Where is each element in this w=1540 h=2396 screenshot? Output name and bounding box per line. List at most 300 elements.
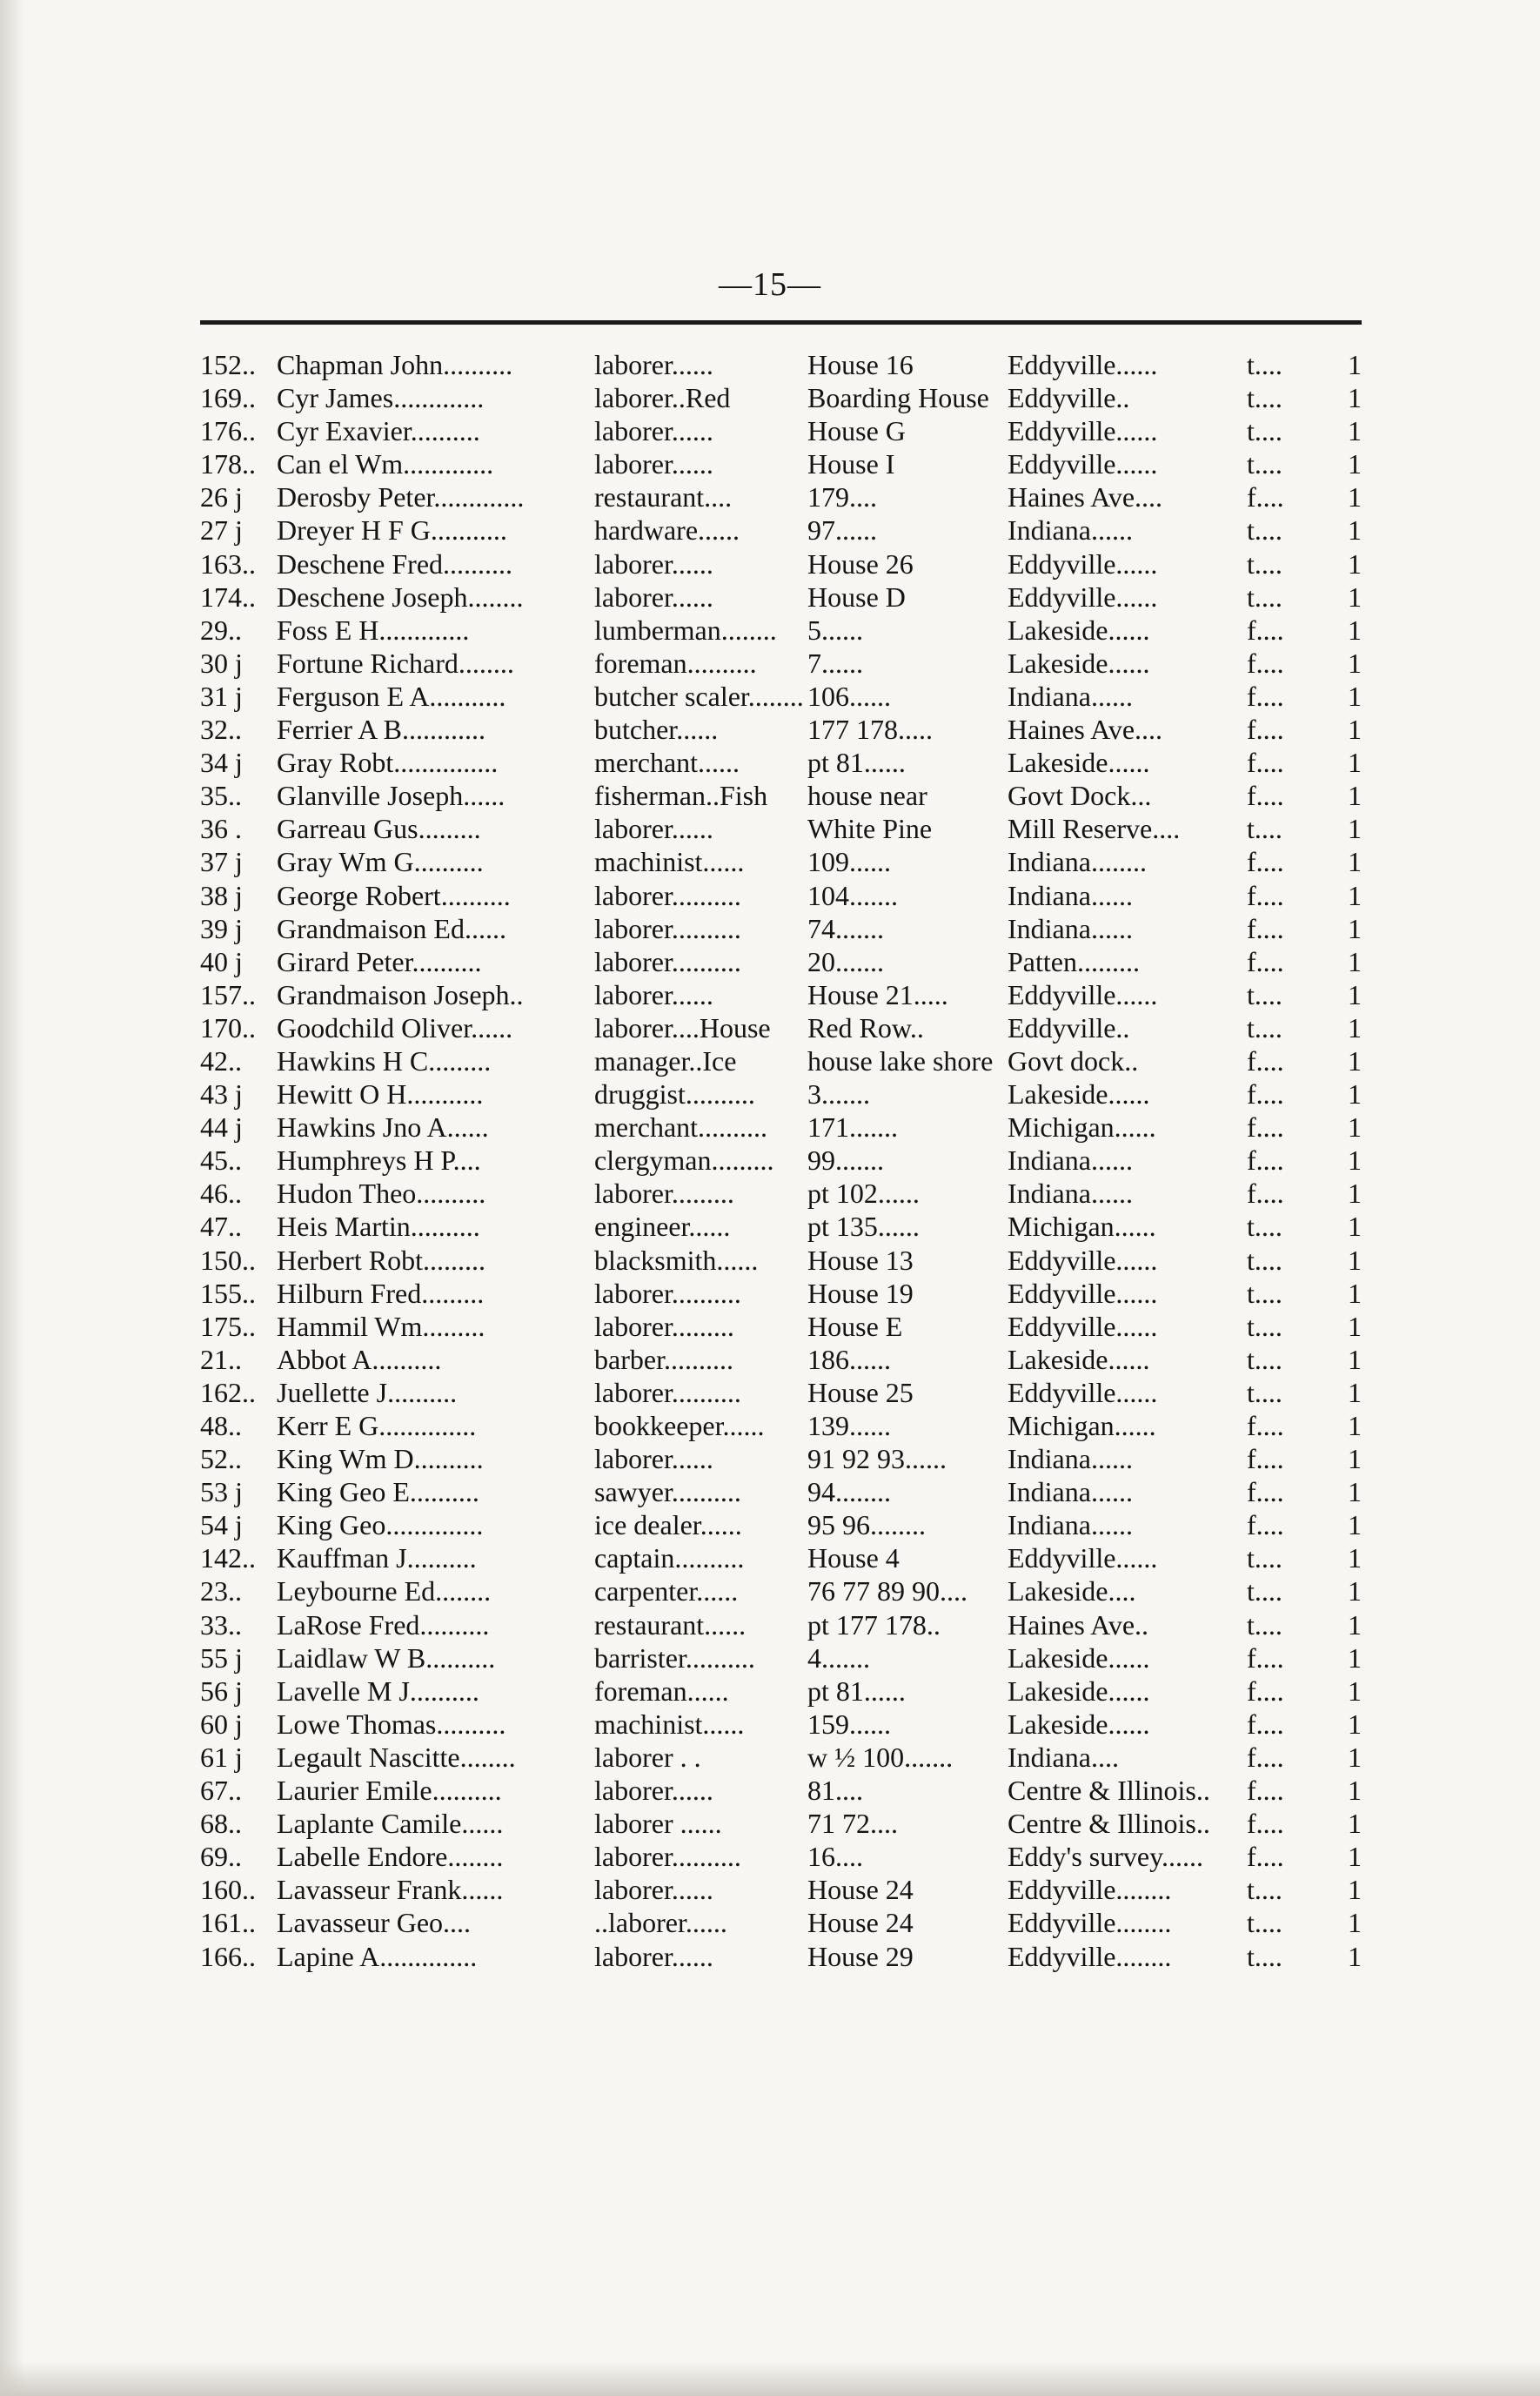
entry-number: 55 j [200, 1641, 243, 1674]
entry-address: House E [807, 1310, 903, 1342]
list-item [200, 1774, 1362, 1807]
entry-location: Eddyville...... [1008, 581, 1158, 613]
list-item [200, 1277, 1362, 1310]
entry-name: Heis Martin.......... [277, 1211, 480, 1243]
entry-occupation: laborer ...... [594, 1808, 722, 1840]
entry-name: King Wm D.......... [277, 1443, 484, 1475]
header-rule [200, 320, 1362, 325]
entry-location: Eddyville.. [1008, 1011, 1130, 1044]
entry-code: f.... [1247, 1078, 1284, 1111]
entry-name: Labelle Endore........ [277, 1841, 504, 1873]
entry-address: House 21..... [807, 978, 948, 1010]
entry-location: Lakeside.... [1008, 1575, 1136, 1607]
entry-number: 152.. [200, 349, 256, 380]
entry-code: f.... [1247, 1641, 1284, 1674]
list-item [200, 513, 1362, 547]
entry-name: King Geo E.......... [277, 1476, 479, 1508]
entry-code: f.... [1247, 1509, 1284, 1541]
entry-code: f.... [1247, 1410, 1284, 1441]
entry-location: Michigan...... [1008, 1211, 1156, 1243]
entry-occupation: machinist...... [594, 846, 745, 878]
list-item [200, 447, 1362, 480]
entry-name: Juellette J.......... [277, 1376, 458, 1408]
entry-code: f.... [1247, 945, 1284, 977]
entry-location: Eddyville...... [1008, 415, 1158, 447]
list-item [200, 1906, 1362, 1939]
list-item [200, 1044, 1362, 1077]
list-item [200, 1940, 1362, 1973]
entry-location: Eddyville...... [1008, 349, 1158, 380]
entry-address: House I [807, 448, 895, 480]
list-item [200, 1475, 1362, 1508]
entry-address: 177 178..... [807, 714, 933, 746]
entry-name: Chapman John.......... [277, 349, 513, 380]
entry-count: 1 [1348, 680, 1362, 712]
entry-count: 1 [1348, 448, 1362, 480]
entry-occupation: laborer......... [594, 1310, 734, 1342]
entry-number: 48.. [200, 1410, 242, 1441]
entry-occupation: druggist.......... [594, 1078, 755, 1111]
entry-occupation: barrister.......... [594, 1641, 755, 1674]
entry-location: Indiana...... [1008, 1509, 1133, 1541]
entry-count: 1 [1348, 1044, 1362, 1077]
entry-number: 60 j [200, 1708, 243, 1740]
entry-location: Indiana...... [1008, 680, 1133, 712]
entry-count: 1 [1348, 1608, 1362, 1641]
entry-number: 56 j [200, 1675, 243, 1707]
entry-address: House 25 [807, 1376, 914, 1408]
list-item [200, 1574, 1362, 1607]
entry-name: Garreau Gus......... [277, 813, 481, 845]
entry-number: 38 j [200, 879, 243, 911]
entry-number: 32.. [200, 714, 242, 746]
entry-occupation: sawyer.......... [594, 1476, 741, 1508]
entry-address: 159...... [807, 1708, 891, 1740]
entry-code: t.... [1247, 1608, 1282, 1641]
entry-code: t.... [1247, 1011, 1282, 1044]
entry-name: Laidlaw W B.......... [277, 1641, 496, 1674]
entry-code: f.... [1247, 879, 1284, 911]
entry-location: Indiana...... [1008, 1178, 1133, 1210]
entry-code: f.... [1247, 1741, 1284, 1773]
entry-address: 71 72.... [807, 1808, 898, 1840]
entry-number: 176.. [200, 415, 256, 447]
entry-occupation: blacksmith...... [594, 1244, 759, 1276]
entry-count: 1 [1348, 1575, 1362, 1607]
list-item [200, 1675, 1362, 1708]
entry-name: Dreyer H F G........... [277, 514, 507, 547]
entry-occupation: laborer...... [594, 813, 713, 845]
entry-location: Centre & Illinois.. [1008, 1808, 1210, 1840]
entry-occupation: merchant...... [594, 747, 740, 779]
entry-location: Mill Reserve.... [1008, 813, 1181, 845]
entry-address: pt 81...... [807, 1675, 906, 1707]
entry-code: f.... [1247, 1775, 1284, 1807]
entry-code: t.... [1247, 1542, 1282, 1574]
page-edge-shadow-bottom [0, 2361, 1540, 2396]
entry-address: 76 77 89 90.... [807, 1575, 968, 1607]
list-item [200, 713, 1362, 746]
entry-code: f.... [1247, 846, 1284, 878]
entry-code: t.... [1247, 1575, 1282, 1607]
page-edge-shadow-left [0, 0, 24, 2396]
entry-number: 47.. [200, 1211, 242, 1243]
entry-location: Eddyville...... [1008, 978, 1158, 1010]
entry-address: 4....... [807, 1641, 870, 1674]
entry-count: 1 [1348, 846, 1362, 878]
entry-occupation: restaurant.... [594, 481, 733, 513]
entry-occupation: laborer......... [594, 1178, 734, 1210]
entry-location: Eddyville...... [1008, 1310, 1158, 1342]
entry-address: house near [807, 780, 927, 812]
entry-occupation: machinist...... [594, 1708, 745, 1740]
entry-number: 52.. [200, 1443, 242, 1475]
entry-count: 1 [1348, 614, 1362, 646]
entry-address: 186...... [807, 1343, 891, 1375]
entry-occupation: laborer...... [594, 1443, 713, 1475]
entry-number: 29.. [200, 614, 242, 646]
entry-count: 1 [1348, 1509, 1362, 1541]
entry-occupation: laborer...... [594, 1940, 713, 1972]
entry-location: Govt dock.. [1008, 1044, 1139, 1077]
entry-code: t.... [1247, 415, 1282, 447]
list-item [200, 879, 1362, 912]
entry-address: 16.... [807, 1841, 863, 1873]
entry-occupation: butcher...... [594, 714, 719, 746]
entry-address: 74....... [807, 912, 884, 944]
entry-occupation: engineer...... [594, 1211, 731, 1243]
entry-occupation: laborer...... [594, 349, 713, 380]
entry-code: f.... [1247, 1708, 1284, 1740]
entry-count: 1 [1348, 1244, 1362, 1276]
list-item [200, 1077, 1362, 1111]
entry-count: 1 [1348, 1310, 1362, 1342]
entry-number: 150.. [200, 1244, 256, 1276]
entry-name: Ferguson E A........... [277, 680, 506, 712]
entry-count: 1 [1348, 415, 1362, 447]
entry-address: House G [807, 415, 906, 447]
entry-location: Eddyville...... [1008, 1542, 1158, 1574]
entry-code: f.... [1247, 1443, 1284, 1475]
entry-occupation: laborer.......... [594, 879, 741, 911]
entry-count: 1 [1348, 1443, 1362, 1475]
entry-occupation: ..laborer...... [594, 1907, 727, 1939]
entry-name: Kauffman J.......... [277, 1542, 477, 1574]
entry-location: Indiana...... [1008, 912, 1133, 944]
entry-address: 95 96........ [807, 1509, 926, 1541]
entry-code: f.... [1247, 1808, 1284, 1840]
entry-address: House 19 [807, 1277, 914, 1309]
entry-location: Eddyville...... [1008, 1376, 1158, 1408]
entry-number: 34 j [200, 747, 243, 779]
entry-name: Gray Wm G.......... [277, 846, 484, 878]
entry-count: 1 [1348, 714, 1362, 746]
list-item [200, 1343, 1362, 1376]
entry-name: Hewitt O H........... [277, 1078, 484, 1111]
entry-address: 20....... [807, 945, 884, 977]
list-item [200, 746, 1362, 779]
entry-name: Hilburn Fred......... [277, 1277, 485, 1309]
list-item [200, 1873, 1362, 1906]
list-item [200, 1541, 1362, 1574]
entry-number: 21.. [200, 1343, 242, 1375]
entry-address: House 26 [807, 547, 914, 580]
list-item [200, 414, 1362, 447]
entry-location: Eddyville........ [1008, 1940, 1172, 1972]
entry-name: Abbot A.......... [277, 1343, 442, 1375]
entry-address: White Pine [807, 813, 933, 845]
list-item [200, 547, 1362, 581]
entry-number: 33.. [200, 1608, 242, 1641]
list-item [200, 1741, 1362, 1774]
entry-name: Lavasseur Frank...... [277, 1874, 504, 1906]
entry-count: 1 [1348, 1808, 1362, 1840]
entry-occupation: laborer...... [594, 448, 713, 480]
entry-location: Centre & Illinois.. [1008, 1775, 1210, 1807]
entry-number: 42.. [200, 1044, 242, 1077]
entry-number: 30 j [200, 647, 243, 679]
entry-number: 45.. [200, 1144, 242, 1177]
entry-name: Gray Robt............... [277, 747, 499, 779]
entry-count: 1 [1348, 1111, 1362, 1144]
entry-name: Deschene Fred.......... [277, 547, 513, 580]
entry-count: 1 [1348, 1277, 1362, 1309]
entry-code: t.... [1247, 1310, 1282, 1342]
list-item [200, 1011, 1362, 1044]
entry-code: f.... [1247, 481, 1284, 513]
list-item [200, 1840, 1362, 1873]
entry-number: 53 j [200, 1476, 243, 1508]
directory-listing [200, 348, 1362, 1973]
entry-number: 69.. [200, 1841, 242, 1873]
entry-count: 1 [1348, 1907, 1362, 1939]
entry-name: Humphreys H P.... [277, 1144, 481, 1177]
entry-name: Glanville Joseph...... [277, 780, 506, 812]
entry-number: 37 j [200, 846, 243, 878]
list-item [200, 1144, 1362, 1177]
entry-name: Hammil Wm......... [277, 1310, 485, 1342]
entry-code: t.... [1247, 1211, 1282, 1243]
list-item [200, 1210, 1362, 1243]
entry-occupation: restaurant...... [594, 1608, 747, 1641]
entry-count: 1 [1348, 1376, 1362, 1408]
entry-name: Lavelle M J.......... [277, 1675, 479, 1707]
entry-occupation: laborer.......... [594, 1376, 741, 1408]
entry-count: 1 [1348, 1211, 1362, 1243]
entry-location: Lakeside...... [1008, 1641, 1150, 1674]
entry-name: Ferrier A B............ [277, 714, 485, 746]
list-item [200, 1244, 1362, 1277]
list-item [200, 1376, 1362, 1409]
entry-location: Indiana...... [1008, 1443, 1133, 1475]
entry-address: 97...... [807, 514, 877, 547]
entry-code: f.... [1247, 647, 1284, 679]
entry-count: 1 [1348, 1144, 1362, 1177]
entry-number: 39 j [200, 912, 243, 944]
entry-count: 1 [1348, 1078, 1362, 1111]
entry-name: Hudon Theo.......... [277, 1178, 486, 1210]
entry-location: Eddyville...... [1008, 1277, 1158, 1309]
entry-number: 23.. [200, 1575, 242, 1607]
entry-number: 27 j [200, 514, 243, 547]
entry-address: House 13 [807, 1244, 914, 1276]
entry-count: 1 [1348, 978, 1362, 1010]
entry-occupation: laborer...... [594, 1775, 713, 1807]
entry-code: f.... [1247, 1044, 1284, 1077]
entry-code: t.... [1247, 547, 1282, 580]
entry-location: Indiana...... [1008, 514, 1133, 547]
entry-number: 36 . [200, 813, 242, 845]
entry-occupation: laborer...... [594, 1874, 713, 1906]
entry-number: 40 j [200, 945, 243, 977]
entry-number: 142.. [200, 1542, 256, 1574]
entry-location: Lakeside...... [1008, 1675, 1150, 1707]
entry-count: 1 [1348, 1841, 1362, 1873]
list-item [200, 912, 1362, 945]
entry-name: Grandmaison Joseph.. [277, 978, 524, 1010]
entry-code: t.... [1247, 514, 1282, 547]
entry-address: House 24 [807, 1874, 914, 1906]
entry-address: House 16 [807, 349, 914, 380]
entry-address: house lake shore [807, 1044, 994, 1077]
entry-address: 3....... [807, 1078, 870, 1111]
list-item [200, 680, 1362, 713]
entry-number: 178.. [200, 448, 256, 480]
entry-name: Laplante Camile...... [277, 1808, 504, 1840]
entry-name: Hawkins H C......... [277, 1044, 492, 1077]
entry-location: Eddyville...... [1008, 1244, 1158, 1276]
entry-number: 46.. [200, 1178, 242, 1210]
entry-count: 1 [1348, 547, 1362, 580]
entry-count: 1 [1348, 581, 1362, 613]
list-item [200, 614, 1362, 647]
entry-code: t.... [1247, 1907, 1282, 1939]
entry-code: f.... [1247, 780, 1284, 812]
entry-name: Lowe Thomas.......... [277, 1708, 506, 1740]
entry-address: 94........ [807, 1476, 891, 1508]
entry-location: Michigan...... [1008, 1111, 1156, 1144]
entry-number: 166.. [200, 1940, 256, 1972]
entry-address: 106...... [807, 680, 891, 712]
entry-number: 67.. [200, 1775, 242, 1807]
entry-location: Indiana.... [1008, 1741, 1119, 1773]
entry-code: t.... [1247, 1343, 1282, 1375]
entry-name: LaRose Fred.......... [277, 1608, 490, 1641]
entry-name: Fortune Richard........ [277, 647, 514, 679]
entry-occupation: bookkeeper...... [594, 1410, 765, 1441]
entry-occupation: laborer...... [594, 581, 713, 613]
entry-location: Lakeside...... [1008, 1078, 1150, 1111]
list-item [200, 1708, 1362, 1741]
entry-address: 104....... [807, 879, 898, 911]
entry-address: 81.... [807, 1775, 863, 1807]
entry-occupation: laborer....House [594, 1011, 771, 1044]
entry-number: 155.. [200, 1277, 256, 1309]
entry-name: Leybourne Ed........ [277, 1575, 492, 1607]
entry-location: Indiana........ [1008, 846, 1147, 878]
entry-occupation: laborer.......... [594, 1277, 741, 1309]
entry-number: 31 j [200, 680, 243, 712]
entry-code: t.... [1247, 1277, 1282, 1309]
entry-name: Hawkins Jno A...... [277, 1111, 489, 1144]
entry-count: 1 [1348, 1410, 1362, 1441]
entry-occupation: laborer.......... [594, 912, 741, 944]
entry-occupation: hardware...... [594, 514, 740, 547]
entry-occupation: fisherman..Fish [594, 780, 768, 812]
entry-name: Kerr E G.............. [277, 1410, 477, 1441]
entry-count: 1 [1348, 1343, 1362, 1375]
entry-name: Lapine A.............. [277, 1940, 478, 1972]
entry-occupation: laborer...... [594, 547, 713, 580]
entry-name: Grandmaison Ed...... [277, 912, 506, 944]
entry-occupation: laborer . . [594, 1741, 701, 1773]
list-item [200, 348, 1362, 381]
entry-name: Laurier Emile.......... [277, 1775, 502, 1807]
entry-code: f.... [1247, 614, 1284, 646]
entry-location: Lakeside...... [1008, 1343, 1150, 1375]
entry-address: House 24 [807, 1907, 914, 1939]
entry-location: Haines Ave.... [1008, 714, 1163, 746]
entry-code: t.... [1247, 813, 1282, 845]
entry-name: Herbert Robt......... [277, 1244, 485, 1276]
entry-count: 1 [1348, 1675, 1362, 1707]
entry-code: f.... [1247, 1476, 1284, 1508]
entry-occupation: foreman.......... [594, 647, 757, 679]
entry-address: pt 102...... [807, 1178, 920, 1210]
entry-name: Goodchild Oliver...... [277, 1011, 513, 1044]
list-item [200, 1608, 1362, 1641]
entry-address: House 4 [807, 1542, 900, 1574]
entry-address: 171....... [807, 1111, 898, 1144]
entry-location: Lakeside...... [1008, 747, 1150, 779]
entry-count: 1 [1348, 1011, 1362, 1044]
entry-code: t.... [1247, 349, 1282, 380]
entry-name: King Geo.............. [277, 1509, 484, 1541]
entry-name: Lavasseur Geo.... [277, 1907, 472, 1939]
entry-code: t.... [1247, 581, 1282, 613]
entry-location: Eddy's survey...... [1008, 1841, 1203, 1873]
list-item [200, 1508, 1362, 1541]
entry-location: Indiana...... [1008, 879, 1133, 911]
page-number: —15— [719, 266, 821, 303]
entry-count: 1 [1348, 1741, 1362, 1773]
entry-occupation: ice dealer...... [594, 1509, 742, 1541]
entry-address: 99....... [807, 1144, 884, 1177]
entry-number: 61 j [200, 1741, 243, 1773]
entry-number: 160.. [200, 1874, 256, 1906]
list-item [200, 1641, 1362, 1675]
entry-occupation: carpenter...... [594, 1575, 739, 1607]
entry-number: 157.. [200, 978, 256, 1010]
entry-location: Govt Dock... [1008, 780, 1152, 812]
list-item [200, 945, 1362, 978]
entry-code: f.... [1247, 1144, 1284, 1177]
entry-name: Derosby Peter............. [277, 481, 525, 513]
list-item [200, 812, 1362, 845]
entry-number: 54 j [200, 1509, 243, 1541]
entry-count: 1 [1348, 349, 1362, 380]
entry-location: Patten......... [1008, 945, 1140, 977]
entry-location: Eddyville........ [1008, 1874, 1172, 1906]
list-item [200, 779, 1362, 812]
entry-occupation: foreman...... [594, 1675, 729, 1707]
entry-number: 35.. [200, 780, 242, 812]
entry-code: t.... [1247, 382, 1282, 414]
list-item [200, 845, 1362, 878]
entry-address: House D [807, 581, 906, 613]
entry-location: Haines Ave.... [1008, 481, 1163, 513]
entry-location: Eddyville........ [1008, 1907, 1172, 1939]
